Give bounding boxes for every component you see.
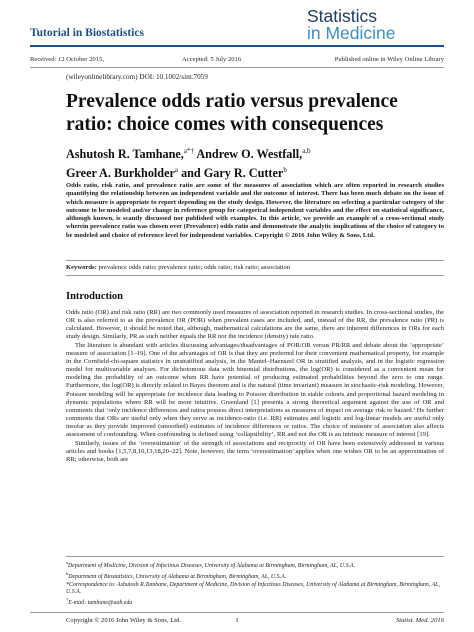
journal-logo bbox=[307, 8, 457, 42]
header-rule bbox=[30, 45, 444, 47]
accepted-date: Accepted: 5 July 2016 bbox=[182, 56, 242, 63]
footnote-mark: b bbox=[66, 571, 69, 577]
footnote-text: *Correspondence to: Ashutosh R.Tamhane, Department of Medicine, Division of Infectious Diseases, University of Alabama at Birmingham, Birmingham, AL, U.S.A. bbox=[66, 581, 440, 595]
abstract-rule bbox=[66, 260, 444, 261]
author-name: Andrew O. Westfall, bbox=[196, 147, 303, 162]
keywords-label: Keywords: bbox=[66, 264, 97, 271]
author-affiliation-mark: a bbox=[174, 166, 179, 175]
keywords-text: prevalence odds ratio; prevalence ratio; odds ratio; risk ratio; association bbox=[98, 264, 291, 271]
footer-rule bbox=[30, 612, 444, 613]
footnote bbox=[66, 596, 444, 607]
author-list bbox=[66, 143, 446, 181]
article-title: Prevalence odds ratio versus prevalence ratio: choice comes with consequences bbox=[66, 91, 398, 135]
tutorial-label: Tutorial in Biostatistics bbox=[30, 27, 144, 39]
received-date: Received: 12 October 2015, bbox=[30, 56, 104, 63]
author-affiliation-mark: a*† bbox=[183, 147, 194, 155]
page-number: 1 bbox=[235, 617, 239, 624]
author-affiliation-mark: a,b bbox=[302, 147, 311, 155]
footnote bbox=[66, 559, 444, 570]
journal-name-line1: Statistics bbox=[307, 6, 378, 26]
published-online: Published online in Wiley Online Library bbox=[334, 56, 444, 63]
author-conjunction: and bbox=[181, 166, 201, 181]
journal-citation: Statist. Med. 2016 bbox=[396, 617, 444, 624]
abstract: Odds ratio, risk ratio, and prevalence ratio are some of the measures of association which are often reported in research studies quantifying the relationship between an independent variable and the outcome of interest. There has been much debate on the issue of which measure is appropriate to report depending on the study design. However, the literature on selecting a particular category of the outcome to be modeled and/or change in reference group for categorical independent variables and the effect on statistical significance, although known, is scantly discussed nor published with examples. In this article, we provide an example of a cross-sectional study wherein prevalence ratio was chosen over (Prevalence) odds ratio and demonstrate the analytic implications of the choice of category to be modeled and choice of reference level for independent variables. Copyright © 2016 John Wiley & Sons, Ltd. bbox=[66, 182, 444, 239]
body-paragraph: The literature is abundant with articles discussing advantages/disadvantages of POR/OR versus PR/RR and debate about the ‘appropriate’ measure of association [1–19]. One of the advantages of OR is that they are preferred for their convenient mathematical property, for example in the Cornfield-chi-square statistics in unstratified analysis, in the Mantel–Haenszel OR in stratified analysis, and in the logistic regression model for multivariable analyses. For dichotomous data with binomial distributions, the log(OR) is considered as a convenient mean for modeling the probability of an outcome when RR have potential of producing estimated probabilities beyond the zero to one range. Furthermore, the log(OR) is directly related to Bayes theorem and is the natural (time invariant) measure in stochastic-risk modeling. However, Poisson modeling will be appropriate for incidence data leading to Poisson distribution in stable cohorts and proportional hazard modeling in dynamic populations where RR will be more intuitive. Greenland [1] presents a strong theoretical argument against the use of OR and comments that ‘only incidence differences and ratios possess direct interpretations as measures of impact on average risk or hazard.’ He further comments that ORs are useful only when they serve as incidence-ratio (i.e. RR) estimates and logistic and log-linear models are useful only insofar as they provide improved (smoothed) estimates of incidence differences or ratios. The choice of measure of association also affects assessment of confounding. When confounding is defined using ‘collapsibility’, RR and not the OR is an intrinsic measure of interest [19]. bbox=[66, 341, 444, 439]
footnote-mark: a bbox=[66, 560, 68, 565]
author-name: Greer A. Burkholder bbox=[66, 166, 175, 181]
footnote-mark: † bbox=[66, 597, 69, 603]
keywords-rule bbox=[66, 275, 444, 276]
author-name: Gary R. Cutter bbox=[203, 166, 284, 181]
copyright-notice: Copyright © 2016 John Wiley & Sons, Ltd. bbox=[66, 617, 182, 624]
author-name: Ashutosh R. Tamhane, bbox=[66, 147, 184, 162]
footnote-text: Department of Biostatistics, University of Alabama at Birmingham, Birmingham, AL, U.S.A. bbox=[68, 574, 287, 581]
footnote-text: Department of Medicine, Division of Infectious Diseases, University of Alabama at Birmingham, Birmingham, AL, U.S.A. bbox=[68, 562, 356, 569]
footnote-text: E-mail: tamhane@uab.edu bbox=[68, 600, 133, 607]
body-paragraph: Odds ratio (OR) and risk ratio (RR) are two commonly used measures of association reported in research studies. In cross-sectional studies, the OR is also referred to as the prevalence OR (POR) when prevalent cases are included, and, instead of the RR, the prevalence ratio (PR) is calculated. However, it should be noted that, although, mathematical calculations are the same, there are inherent differences in ORs for each study design. Similarly, PR as such neither equals the RR nor the incidence (density) rate ratio. bbox=[66, 309, 444, 341]
meta-rule bbox=[30, 67, 444, 68]
footnote bbox=[66, 582, 444, 597]
doi-line: (wileyonlinelibrary.com) DOI: 10.1002/sim.7059 bbox=[66, 73, 208, 81]
footnote bbox=[66, 570, 444, 581]
body-paragraph: Similarly, issues of the ‘overestimation’ of the strength of associations and reciprocity of OR have been extensively addressed in various articles and books [1,5,7,8,10,13,18,20–22]. Note, however, the term ‘overestimation’ applies when one wishes OR to be an approximation of RR; otherwise, both are bbox=[66, 439, 444, 463]
section-title: Introduction bbox=[66, 291, 123, 302]
body-text bbox=[66, 309, 444, 464]
footnote-rule bbox=[66, 556, 444, 557]
footnotes bbox=[66, 559, 444, 607]
keywords bbox=[66, 264, 444, 271]
author-affiliation-mark: b bbox=[283, 166, 287, 175]
journal-name-line2: in Medicine bbox=[307, 23, 396, 43]
